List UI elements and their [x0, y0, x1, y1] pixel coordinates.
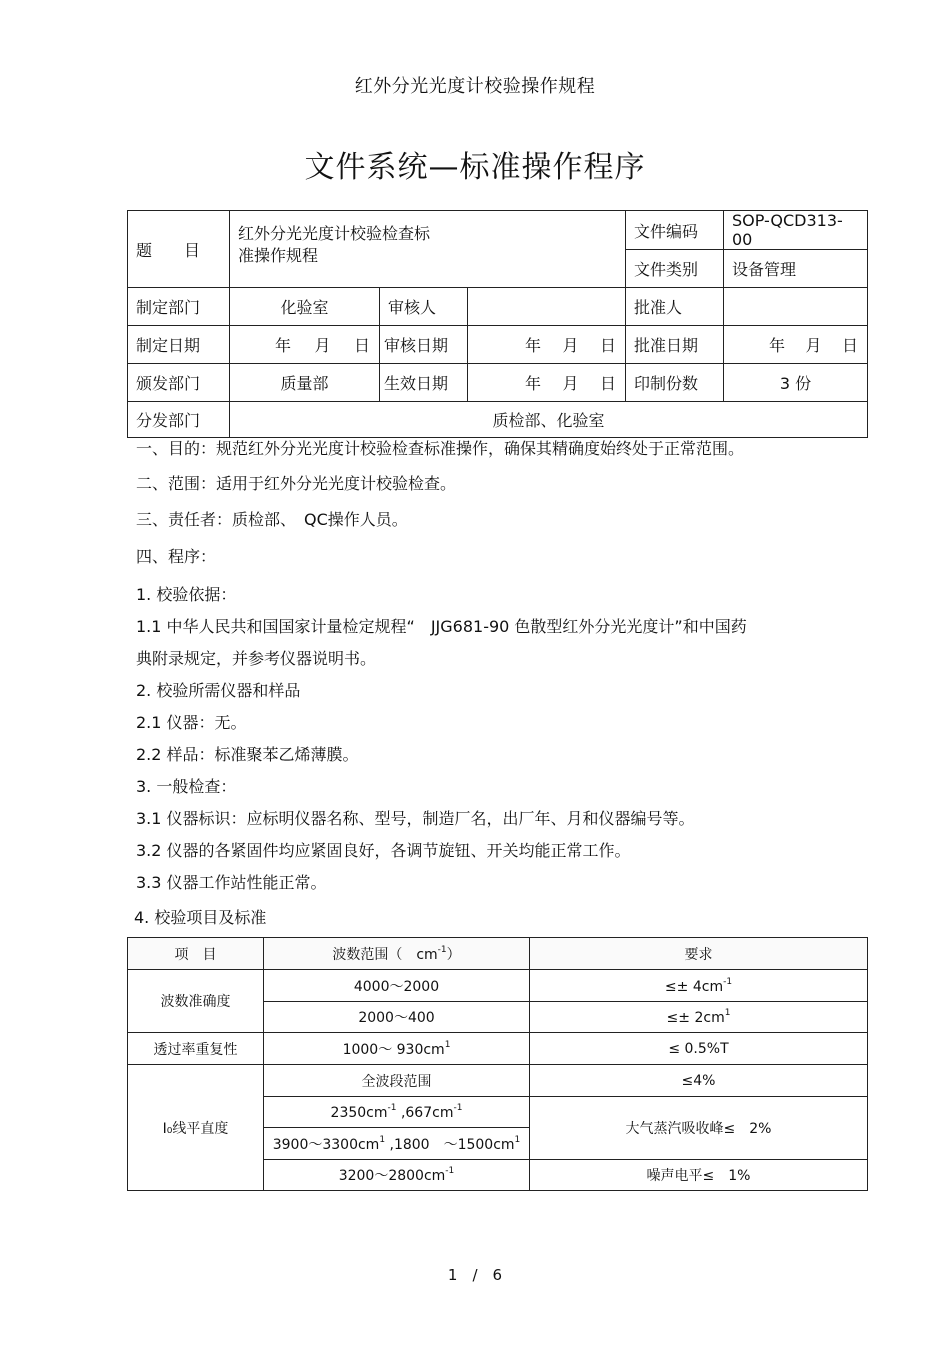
repeatability-range: 1000～ $930cm^1$ [264, 1033, 530, 1065]
draft-date-value [230, 326, 380, 364]
copies-label: 印制份数 [626, 364, 724, 402]
effective-date-label: 生效日期 [380, 364, 468, 402]
procedure-step-1-1-line1: 1.1 中华人民共和国国家计量检定规程“ JJG681-90 色散型红外分光光度计”和中国药 [136, 617, 747, 636]
effective-date-day: 日 [599, 374, 616, 393]
effective-date-value [468, 364, 626, 402]
repeatability-req: ≤ 0.5%T [530, 1033, 868, 1065]
spec-header-item: 项 目 [128, 938, 264, 970]
procedure-step-3-1: 3.1 仪器标识：应标明仪器名称、型号，制造厂名，出厂年、月和仪器编号等。 [136, 809, 695, 828]
approve-date-label: 批准日期 [626, 326, 724, 364]
approve-date-month: 月 [805, 336, 822, 355]
wavenumber-accuracy-range-2: 2000～400 [264, 1002, 530, 1033]
draft-dept-value: 化验室 [230, 288, 380, 326]
baseline-range-3: $3900\sim 3300cm^1$ ,1800 $\sim 1500cm^1$ [264, 1128, 530, 1160]
baseline-req-water-vapor: 大气蒸汽吸收峰≤ 2% [530, 1097, 868, 1160]
running-header: 红外分光光度计校验操作规程 [354, 76, 596, 97]
review-date-value [468, 326, 626, 364]
draft-date-label: 制定日期 [128, 326, 230, 364]
document-info-table [127, 210, 868, 438]
reviewer-value [468, 288, 626, 326]
approve-date-day: 日 [841, 336, 858, 355]
draft-date-day: 日 [353, 336, 370, 355]
procedure-step-3-2: 3.2 仪器的各紧固件均应紧固良好，各调节旋钮、开关均能正常工作。 [136, 841, 631, 860]
section-procedure: 四、程序： [136, 547, 217, 566]
review-date-label: 审核日期 [380, 326, 468, 364]
approve-date-value [724, 326, 868, 364]
distribution-value: 质检部、化验室 [230, 402, 868, 438]
file-type-label: 文件类别 [626, 250, 724, 288]
spec-header-range: 波数范围（ $cm^{-1}$） [264, 938, 530, 970]
file-code-label: 文件编码 [626, 211, 724, 250]
draft-dept-label: 制定部门 [128, 288, 230, 326]
procedure-step-3: 3. 一般检查： [136, 777, 237, 796]
baseline-req-full: ≤4% [530, 1065, 868, 1097]
procedure-step-1: 1. 校验依据： [136, 585, 237, 604]
approver-label: 批准人 [626, 288, 724, 326]
effective-date-year: 年 [524, 374, 541, 393]
wavenumber-accuracy-req-2: ≤± $2cm^1$ [530, 1002, 868, 1033]
section-purpose: 一、目的：规范红外分光光度计校验检查标准操作，确保其精确度始终处于正常范围。 [136, 439, 745, 458]
section-responsible: 三、责任者：质检部、 QC操作人员。 [136, 510, 408, 529]
page-number: 1 / 6 [447, 1266, 503, 1284]
procedure-step-2-1: 2.1 仪器：无。 [136, 713, 247, 732]
wavenumber-accuracy-label: 波数准确度 [128, 970, 264, 1033]
baseline-flatness-label: I₀线平直度 [128, 1065, 264, 1191]
effective-date-month: 月 [562, 374, 579, 393]
procedure-step-2: 2. 校验所需仪器和样品 [136, 681, 301, 700]
subject-label: 题 目 [128, 211, 230, 288]
procedure-step-1-1-line2: 典附录规定，并参考仪器说明书。 [136, 649, 377, 668]
approver-value [724, 288, 868, 326]
baseline-range-2: $2350cm^{-1}$ $,667cm^{-1}$ [264, 1097, 530, 1128]
wavenumber-accuracy-range-1: 4000～2000 [264, 970, 530, 1002]
file-type-value: 设备管理 [724, 250, 868, 288]
calibration-spec-table [127, 937, 868, 1191]
repeatability-label: 透过率重复性 [128, 1033, 264, 1065]
baseline-req-noise: 噪声电平≤ 1% [530, 1160, 868, 1191]
wavenumber-accuracy-req-1: ≤± $4cm^{-1}$ [530, 970, 868, 1002]
procedure-step-3-3: 3.3 仪器工作站性能正常。 [136, 873, 327, 892]
spec-header-requirement: 要求 [530, 938, 868, 970]
subject-value-line1: 红外分光光度计校验检查标 [238, 224, 431, 243]
subject-value [230, 211, 626, 288]
subject-value-line2: 准操作规程 [238, 246, 319, 265]
procedure-step-2-2: 2.2 样品：标准聚苯乙烯薄膜。 [136, 745, 359, 764]
reviewer-label: 审核人 [380, 288, 468, 326]
draft-date-month: 月 [314, 336, 331, 355]
file-code-value: SOP-QCD313-00 [724, 211, 868, 250]
issue-dept-value: 质量部 [230, 364, 380, 402]
approve-date-year: 年 [768, 336, 785, 355]
review-date-year: 年 [524, 336, 541, 355]
issue-dept-label: 颁发部门 [128, 364, 230, 402]
review-date-month: 月 [562, 336, 579, 355]
copies-value: 3 份 [724, 364, 868, 402]
procedure-step-4: 4. 校验项目及标准 [134, 908, 267, 927]
distribution-label: 分发部门 [128, 402, 230, 438]
document-title: 文件系统—标准操作程序 [304, 150, 646, 185]
baseline-range-full: 全波段范围 [264, 1065, 530, 1097]
section-scope: 二、范围：适用于红外分光光度计校验检查。 [136, 474, 457, 493]
draft-date-year: 年 [274, 336, 291, 355]
baseline-range-4: $3200\sim 2800cm^{-1}$ [264, 1160, 530, 1191]
review-date-day: 日 [599, 336, 616, 355]
